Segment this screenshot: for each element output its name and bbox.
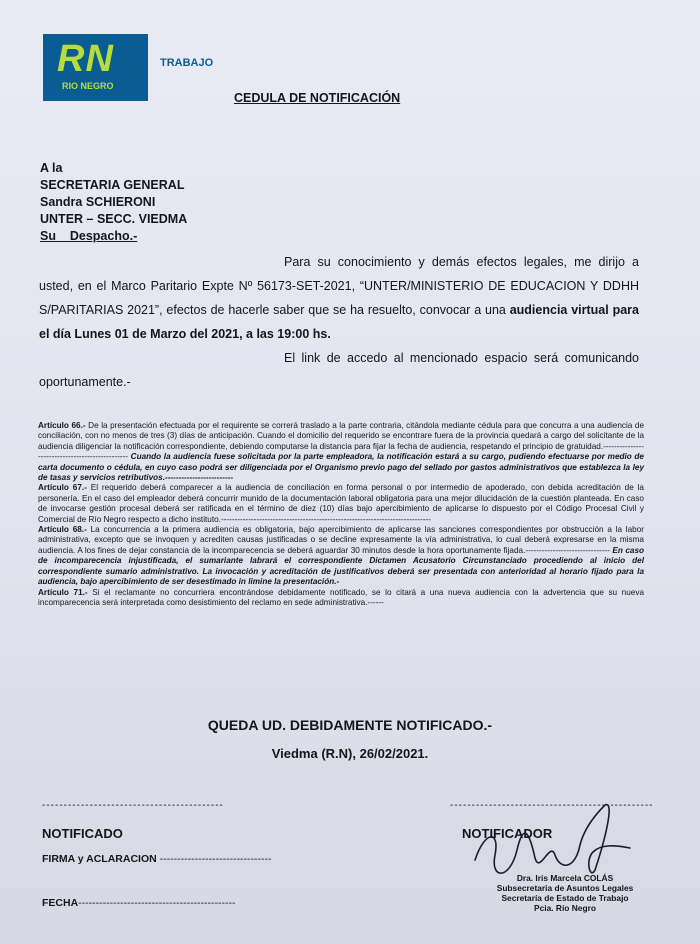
article-67-label: Artículo 67.- (38, 483, 87, 493)
article-67-text: El requerido deberá comparecer a la audiencia de conciliación en forma personal o por intermedio de apoderado, con debida acreditación de la personería. En el caso del empleador deberá concurrir munido de la documentación laboral obligatoria para una mejor dilucidación de la cuestión planteada. En caso de invocarse gestión procesal deberá ser ratificada en el término de diez (10) días bajo apercibimiento de aplicarse lo dispuesto por el Código Procesal Civil y Comercial de Río Negro respecto a dicho instituto.----------------------------------------------------------------------------- (38, 483, 644, 524)
address-line-5: Su Despacho.- (40, 229, 138, 243)
rio-negro-logo (43, 34, 148, 101)
article-71-label: Artículo 71.- (38, 587, 88, 597)
article-66 (38, 421, 644, 483)
firma-line: -------------------------------- (159, 853, 272, 865)
address-line-3: Sandra SCHIERONI (40, 195, 156, 209)
logo-mark: RN (57, 38, 114, 80)
stamp-line-1: Subsecretaria de Asuntos Legales (496, 883, 634, 893)
fecha-label (42, 897, 236, 909)
fecha-text: FECHA (42, 897, 79, 909)
article-71-text: Si el reclamante no concurriera encontrándose debidamente notificado, se lo citará a una nueva audiencia con la advertencia que su nueva incomparecencia será interpretada como desistimiento del reclamo en sede administrativa.------ (38, 587, 644, 607)
notificado-label: NOTIFICADO (42, 826, 123, 841)
stamp-line-2: Secretaría de Estado de Trabajo (501, 893, 629, 903)
notificador-label: NOTIFICADOR (462, 826, 553, 841)
body-paragraph-2: El link de accedo al mencionado espacio será comunicando oportunamente.- (39, 351, 639, 389)
article-66-text: De la presentación efectuada por el requirente se correrá traslado a la parte contraria, citándola mediante cédula para que concurra a una audiencia de conciliación, con no menos de tres (3) días de anticipación. Cuando el domicilio del requerido se encontrare fuera de la provincia quedará a cargo del solicitante de la audiencia diligenciar la notificación correspondiente, debiendo computarse la distancia para fijar la fecha de audiencia, respetando el principio de gratuidad.------------------------------------------------ (38, 421, 644, 462)
body-paragraph-1 (39, 250, 639, 346)
article-66-label: Artículo 66.- (38, 421, 86, 430)
logo-subtitle: RIO NEGRO (62, 81, 114, 91)
place-date: Viedma (R.N), 26/02/2021. (271, 746, 429, 761)
article-66-bold: Cuando la audiencia fuese solicitada por la parte empleadora, la notificación estará a su cargo, pudiendo efectuarse por medio de carta documento o cédula, en cuyo caso podrá ser diligenciada por el Organismo previo pago del sellado por gastos administrativos que establezca la ley de tasas y servicios retributivos.------------------------- (38, 452, 644, 483)
address-line-2: SECRETARIA GENERAL (40, 178, 185, 192)
article-68-label: Artículo 68.- (38, 525, 87, 535)
hearing-date-text: audiencia virtual para el día Lunes 01 de Marzo del 2021, a las 19:00 hs. (39, 303, 639, 341)
official-stamp (480, 873, 650, 913)
firma-text: FIRMA y ACLARACION (42, 853, 157, 865)
article-71 (38, 588, 644, 609)
address-line-1: A la (40, 161, 63, 175)
stamp-name: Dra. Iris Marcela COLÁS (516, 873, 614, 883)
left-signature-line: ------------------------------------------ (42, 800, 224, 811)
address-line-4: UNTER – SECC. VIEDMA (40, 212, 188, 226)
logo-department: TRABAJO (160, 57, 214, 69)
fecha-line: --------------------------------------------- (78, 897, 236, 909)
notice-body (39, 250, 639, 394)
stamp-line-3: Pcia. Río Negro (534, 903, 596, 913)
body-text: Para su conocimiento y demás efectos legales, me dirijo a usted, en el Marco Paritario Expte Nº 56173-SET-2021, “UNTER/MINISTERIO DE EDUCACION Y DDHH S/PARITARIAS 2021”, efectos de hacerle saber que se ha resuelto, convocar a una (39, 255, 639, 317)
article-68-bold: En caso de incomparecencia injustificada, el sumariante labrará el correspondiente Dictamen Acusatorio Circunstanciado procediendo al inicio del correspondiente sumario administrativo. La invocación y acreditación de justificativos deberá ser presentada con anterioridad al horario fijado para la audiencia, bajo apercibimiento de ser desestimado in limine la presentación.- (38, 545, 644, 587)
article-68 (38, 525, 644, 587)
firma-label (42, 853, 272, 865)
notified-statement: QUEDA UD. DEBIDAMENTE NOTIFICADO.- (207, 717, 493, 733)
recipient-address (40, 160, 187, 245)
article-68-text: La concurrencia a la primera audiencia es obligatoria, bajo apercibimiento de aplicarse las sanciones correspondientes por obstrucción a la labor administrativa, excepto que se invoquen y acrediten causas justificadas o se decline expresamente la vía administrativa, lo cual deberá expresarse en la misma audiencia. A los fines de dejar constancia de la incomparecencia se deberá aguardar 30 minutos desde la hora oportunamente fijada.------------------------------- (38, 525, 644, 555)
articles-section (38, 421, 644, 608)
right-signature-line: ----------------------------------------------- (450, 800, 654, 811)
document-title: CEDULA DE NOTIFICACIÓN (234, 91, 401, 105)
article-67 (38, 483, 644, 525)
